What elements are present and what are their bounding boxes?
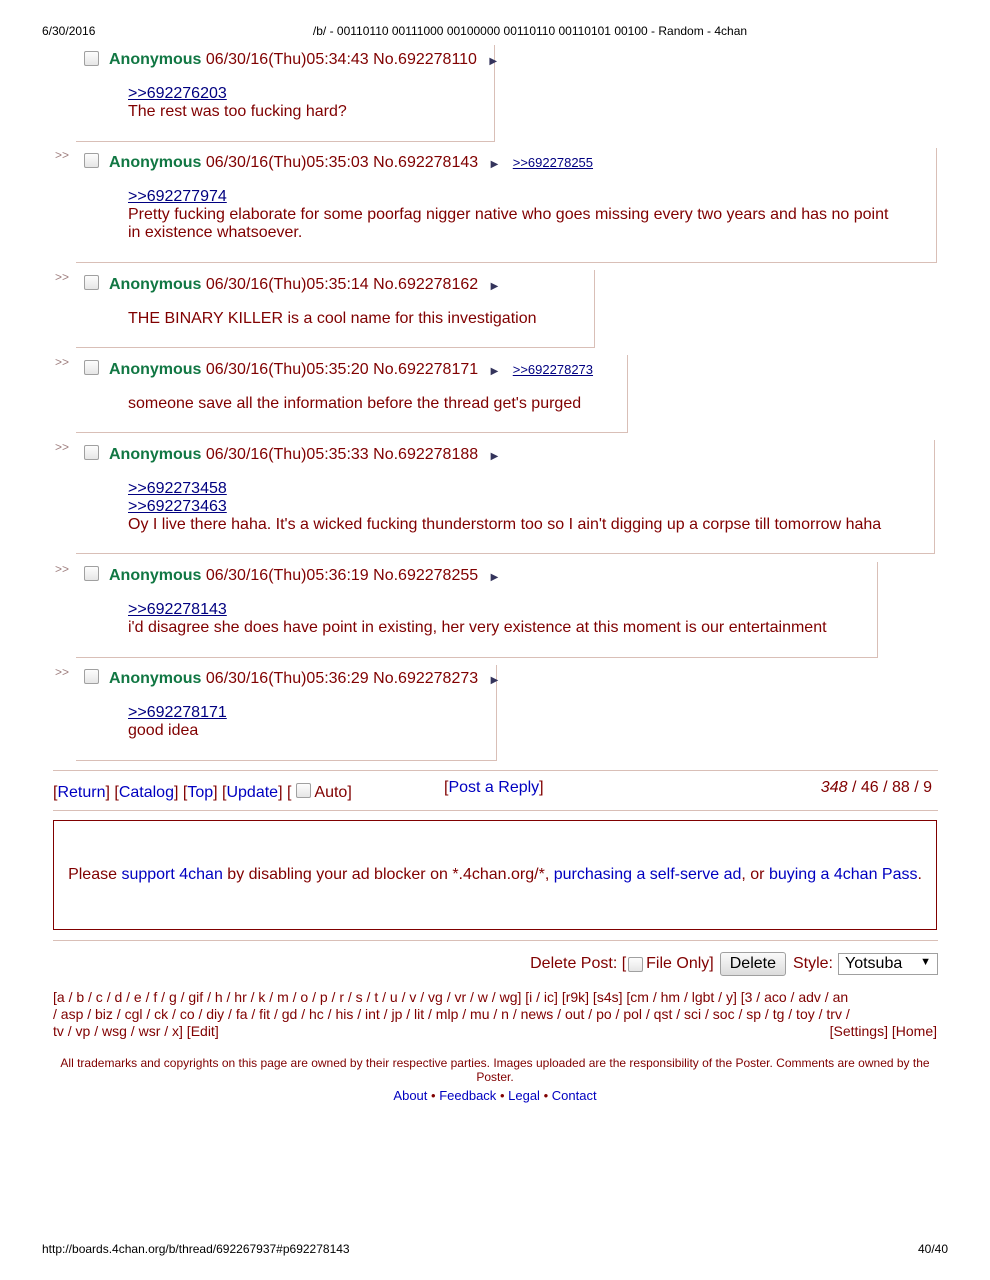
poster-name: Anonymous: [109, 361, 202, 378]
post-menu-icon[interactable]: ▶: [490, 159, 499, 170]
thread-nav: [Return] [Catalog] [Top] [Update] [ Auto]: [53, 784, 352, 801]
post-number[interactable]: No.692278162: [373, 276, 479, 293]
legal-link[interactable]: Legal: [508, 1088, 540, 1103]
poster-name: Anonymous: [109, 670, 202, 687]
file-only-checkbox[interactable]: [628, 957, 643, 972]
catalog-link[interactable]: Catalog: [118, 784, 174, 801]
post-menu-icon[interactable]: ▶: [490, 572, 499, 583]
message-line: Pretty fucking elaborate for some poorfag nigger native who goes missing every two years and has no point: [128, 206, 889, 223]
pass-link[interactable]: buying a 4chan Pass: [768, 866, 918, 883]
post-checkbox[interactable]: [84, 566, 99, 581]
quote-link[interactable]: >>692273458: [128, 480, 227, 497]
post-message: [128, 188, 888, 242]
post-datetime: 06/30/16(Thu)05:34:43: [205, 51, 369, 68]
auto-checkbox[interactable]: [296, 783, 311, 798]
post-info: [109, 361, 593, 379]
quote-link[interactable]: >>692278143: [128, 601, 227, 618]
stats-rest: / 46 / 88 / 9: [847, 779, 932, 796]
post-info: [109, 154, 593, 172]
feedback-link[interactable]: Feedback: [439, 1088, 497, 1103]
quote-link[interactable]: >>692276203: [128, 85, 227, 102]
copyright-notice: All trademarks and copyrights on this page are owned by their respective parties. Images uploaded are the responsibility of the Poster. Comments are owned by the Poster.: [60, 1056, 930, 1084]
message-line: someone save all the information before the thread get's purged: [128, 395, 582, 412]
adblock-notice: [53, 820, 937, 930]
post-menu-icon[interactable]: ▶: [490, 281, 499, 292]
auto-label: Auto: [314, 784, 348, 801]
post-checkbox[interactable]: [84, 360, 99, 375]
print-page-number: 40/40: [917, 1242, 948, 1256]
reply-post: [76, 355, 628, 433]
backlink[interactable]: >>692278273: [512, 362, 594, 377]
file-only-label: File Only]: [646, 955, 714, 972]
reply-arrows: >>: [55, 440, 70, 454]
post-message: [128, 85, 347, 121]
poster-name: Anonymous: [109, 154, 202, 171]
board-list-line[interactable]: [a / b / c / d / e / f / g / gif / h / hr / k / m / o / p / r / s / t / u / v / vg / vr / w / wg] [i / ic] [r9k] [s4s] [cm / hm / lgbt / y] [3 / aco / adv / an: [53, 989, 849, 1005]
reply-arrows: >>: [55, 665, 70, 679]
reply-post: [76, 148, 937, 263]
post-datetime: 06/30/16(Thu)05:36:19: [205, 567, 369, 584]
thread-stats: [821, 779, 932, 797]
dropdown-arrow-icon: ▼: [920, 956, 931, 968]
quote-link[interactable]: >>692277974: [128, 188, 227, 205]
divider: [53, 940, 938, 941]
post-checkbox[interactable]: [84, 51, 99, 66]
reply-arrows: >>: [55, 148, 70, 162]
post-info: [109, 446, 498, 464]
post-checkbox[interactable]: [84, 275, 99, 290]
message-line: good idea: [128, 722, 199, 739]
post-message: [128, 395, 581, 413]
post-message: [128, 310, 536, 328]
poster-name: Anonymous: [109, 446, 202, 463]
quote-link[interactable]: >>692278171: [128, 704, 227, 721]
post-info: [109, 276, 498, 294]
message-line: Oy I live there haha. It's a wicked fucking thunderstorm too so I ain't digging up a corpse till tomorrow haha: [128, 516, 882, 533]
adblock-text: .: [917, 866, 922, 883]
post-datetime: 06/30/16(Thu)05:36:29: [205, 670, 369, 687]
post-message: [128, 601, 827, 637]
delete-button[interactable]: Delete: [720, 952, 786, 976]
delete-form: [530, 952, 938, 976]
post-datetime: 06/30/16(Thu)05:35:14: [205, 276, 369, 293]
reply-post: [76, 665, 497, 761]
return-link[interactable]: Return: [57, 784, 106, 801]
reply-post: [76, 440, 935, 554]
reply-arrows: >>: [55, 355, 70, 369]
post-info: [109, 51, 497, 69]
self-serve-ad-link[interactable]: purchasing a self-serve ad: [553, 866, 742, 883]
post-info: [109, 670, 498, 688]
separator: •: [499, 1088, 505, 1103]
post-checkbox[interactable]: [84, 153, 99, 168]
quote-link[interactable]: >>692273463: [128, 498, 227, 515]
delete-label: Delete Post: [: [530, 955, 627, 972]
divider: [53, 810, 938, 811]
reply-post: [76, 270, 595, 348]
post-checkbox[interactable]: [84, 669, 99, 684]
post-info: [109, 567, 498, 585]
post-number[interactable]: No.692278171: [373, 361, 479, 378]
top-link[interactable]: Top: [187, 784, 214, 801]
print-date: 6/30/2016: [42, 24, 96, 38]
post-number[interactable]: No.692278110: [373, 51, 477, 68]
board-list-line[interactable]: / asp / biz / cgl / ck / co / diy / fa / fit / gd / hc / his / int / jp / lit / mlp / mu / n / news / out / po / pol / qst / sci / soc / sp / tg / toy / trv /: [53, 1006, 850, 1022]
reply-count: 348: [820, 779, 848, 796]
post-menu-icon[interactable]: ▶: [489, 56, 498, 67]
post-menu-icon[interactable]: ▶: [490, 366, 499, 377]
message-line: The rest was too fucking hard?: [128, 103, 347, 120]
post-reply-nav: [Post a Reply]: [444, 779, 544, 796]
post-number[interactable]: No.692278143: [373, 154, 479, 171]
support-link[interactable]: support 4chan: [121, 866, 223, 883]
message-line: in existence whatsoever.: [128, 224, 303, 241]
post-checkbox[interactable]: [84, 445, 99, 460]
style-select[interactable]: [838, 953, 938, 975]
print-url: http://boards.4chan.org/b/thread/692267937#p692278143: [42, 1242, 350, 1256]
footer-links: [0, 1088, 990, 1103]
post-reply-link[interactable]: Post a Reply: [448, 779, 540, 796]
adblock-text: , or: [741, 866, 769, 883]
board-list-line[interactable]: tv / vp / wsg / wsr / x] [Edit]: [53, 1023, 219, 1039]
post-number[interactable]: No.692278255: [373, 567, 479, 584]
post-datetime: 06/30/16(Thu)05:35:20: [205, 361, 369, 378]
post-datetime: 06/30/16(Thu)05:35:03: [205, 154, 369, 171]
post-number[interactable]: No.692278273: [373, 670, 479, 687]
adblock-text: Please: [68, 866, 122, 883]
about-link[interactable]: About: [393, 1088, 428, 1103]
message-line: i'd disagree she does have point in existing, her very existence at this moment is our entertainment: [128, 619, 827, 636]
backlink[interactable]: >>692278255: [512, 155, 594, 170]
divider: [53, 770, 938, 771]
post-number[interactable]: No.692278188: [373, 446, 479, 463]
style-label: Style:: [792, 955, 833, 972]
post-datetime: 06/30/16(Thu)05:35:33: [205, 446, 369, 463]
poster-name: Anonymous: [109, 567, 202, 584]
reply-post: [76, 562, 878, 658]
print-title: /b/ - 00110110 00111000 00100000 00110110 00110101 00100 - Random - 4chan: [312, 24, 748, 38]
style-value: Yotsuba: [845, 955, 903, 972]
message-line: THE BINARY KILLER is a cool name for this investigation: [128, 310, 537, 327]
reply-post: [76, 45, 498, 142]
post-message: [128, 480, 881, 534]
post-message: [128, 704, 227, 740]
separator: •: [431, 1088, 436, 1103]
separator: •: [543, 1088, 549, 1103]
adblock-text: by disabling your ad blocker on *.4chan.org/*,: [222, 866, 554, 883]
reply-arrows: >>: [55, 562, 70, 576]
poster-name: Anonymous: [109, 51, 202, 68]
settings-home-links[interactable]: [Settings] [Home]: [829, 1023, 937, 1039]
poster-name: Anonymous: [109, 276, 202, 293]
contact-link[interactable]: Contact: [551, 1088, 597, 1103]
reply-arrows: >>: [55, 270, 70, 284]
post-menu-icon[interactable]: ▶: [490, 675, 499, 686]
post-menu-icon[interactable]: ▶: [490, 451, 499, 462]
update-link[interactable]: Update: [226, 784, 279, 801]
